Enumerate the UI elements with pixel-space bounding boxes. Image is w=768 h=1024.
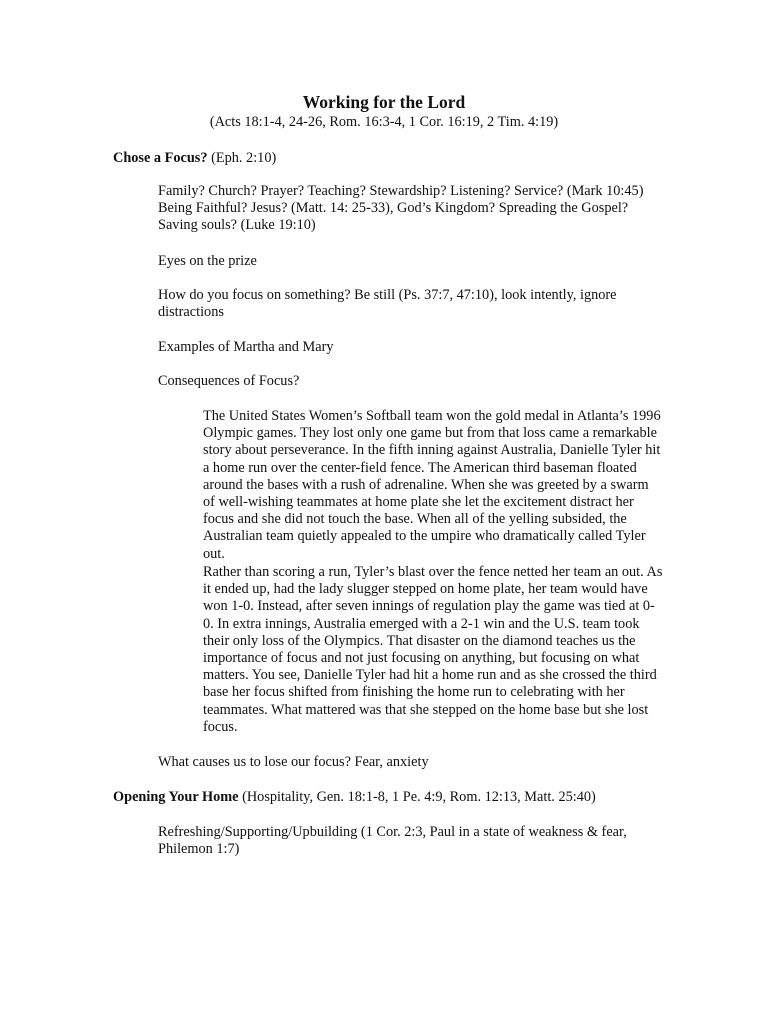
lose-focus-question: What causes us to lose our focus? Fear, anxiety	[158, 754, 429, 770]
consequences-of-focus: Consequences of Focus?	[158, 373, 300, 389]
section-heading-focus-title: Chose a Focus?	[113, 150, 208, 166]
section-heading-focus	[113, 150, 673, 167]
section-heading-home	[113, 789, 673, 806]
section-heading-home-ref: (Hospitality, Gen. 18:1-8, 1 Pe. 4:9, Rom. 12:13, Matt. 25:40)	[238, 789, 596, 805]
eyes-on-prize: Eyes on the prize	[158, 253, 257, 269]
section-heading-home-title: Opening Your Home	[113, 789, 239, 805]
document-title: Working for the Lord	[302, 92, 466, 112]
focus-questions: Family? Church? Prayer? Teaching? Stewardship? Listening? Service? (Mark 10:45) Being Faithful? Jesus? (Matt. 14: 25-33), God’s Kingdom? Spreading the Gospel? Saving souls? (Luke 19:10)	[158, 183, 644, 234]
document-subtitle: (Acts 18:1-4, 24-26, Rom. 16:3-4, 1 Cor. 16:19, 2 Tim. 4:19)	[209, 114, 559, 130]
refreshing-supporting: Refreshing/Supporting/Upbuilding (1 Cor. 2:3, Paul in a state of weakness & fear, Philemon 1:7)	[158, 824, 627, 858]
martha-mary-examples: Examples of Martha and Mary	[158, 339, 334, 355]
section-heading-focus-ref: (Eph. 2:10)	[207, 150, 277, 166]
softball-story-paragraph-1: The United States Women’s Softball team won the gold medal in Atlanta’s 1996 Olympic games. They lost only one game but from that loss came a remarkable story about perseverance. In the fifth inning against Australia, Danielle Tyler hit a home run over the center-field fence. The American third baseman floated around the bases with a rush of adrenaline. When she was greeted by a swarm of well-wishing teammates at home plate she let the excitement distract her focus and she did not touch the base. When all of the yelling subsided, the Australian team quietly appealed to the umpire who dramatically called Tyler out.	[203, 408, 661, 562]
softball-story-paragraph-2: Rather than scoring a run, Tyler’s blast over the fence netted her team an out. As it ended up, had the lady slugger stepped on home plate, her team would have won 1-0. Instead, after seven innings of regulation play the game was tied at 0-0. In extra innings, Australia emerged with a 2-1 win and the U.S. team took their only loss of the Olympics. That disaster on the diamond teaches us the importance of focus and not just focusing on anything, but focusing on what matters. You see, Danielle Tyler had hit a home run and as she crossed the third base her focus shifted from finishing the home run to celebrating with her teammates. What mattered was that she stepped on the home base but she lost focus.	[203, 564, 663, 735]
how-to-focus: How do you focus on something? Be still (Ps. 37:7, 47:10), look intently, ignore distractions	[158, 287, 617, 321]
